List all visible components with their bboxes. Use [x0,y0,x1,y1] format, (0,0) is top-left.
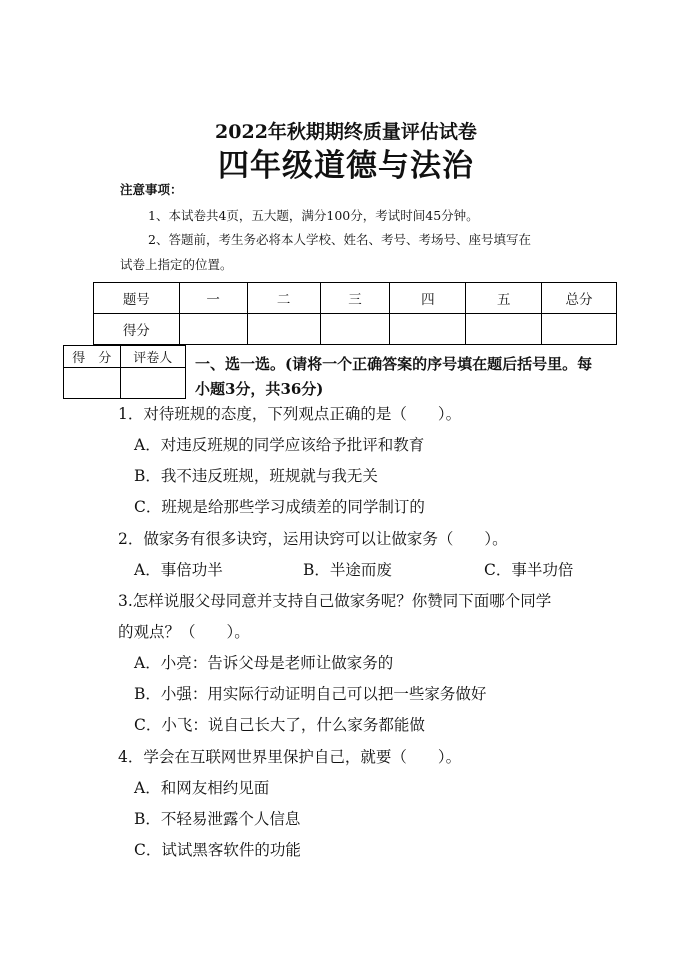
grader-name-cell[interactable] [120,368,185,399]
score-header-cell: 总分 [542,283,617,314]
grader-score-label: 得 分 [64,346,121,368]
score-cell[interactable] [179,314,247,345]
grader-table [63,345,186,399]
question-3-option-a: A．小亮：告诉父母是老师让做家务的 [134,654,394,672]
score-cell[interactable] [542,314,617,345]
question-3: 3.怎样说服父母同意并支持自己做家务呢？你赞同下面哪个同学 [118,592,552,610]
question-4-option-a: A．和网友相约见面 [134,779,270,797]
question-2-option-b: B．半途而废 [303,561,392,579]
grader-value-row [64,368,186,399]
question-2-option-c: C．事半功倍 [484,561,574,579]
note-line-3: 试卷上指定的位置。 [120,257,233,272]
question-4-option-c: C．试试黑客软件的功能 [134,841,301,859]
score-table [93,282,617,345]
score-cell[interactable] [247,314,320,345]
score-header-cell: 二 [247,283,320,314]
question-4: 4．学会在互联网世界里保护自己，就要（ ）。 [118,748,462,766]
question-1-option-a: A．对违反班规的同学应该给予批评和教育 [134,436,425,454]
question-3-option-b: B．小强：用实际行动证明自己可以把一些家务做好 [134,685,487,703]
exam-title: 2022年秋期期终质量评估试卷 [215,121,477,143]
question-2: 2．做家务有很多诀窍，运用诀窍可以让做家务（ ）。 [118,530,508,548]
note-line-2: 2、答题前，考生务必将本人学校、姓名、考号、考场号、座号填写在 [148,232,531,247]
score-header-cell: 三 [320,283,390,314]
subject-title: 四年级道德与法治 [218,148,474,184]
question-1-option-c: C．班规是给那些学习成绩差的同学制订的 [134,498,425,516]
grader-score-cell[interactable] [64,368,121,399]
section1-subtitle: 小题3分，共36分) [195,380,324,398]
score-row-label: 得分 [94,314,180,345]
score-cell[interactable] [390,314,466,345]
score-header-cell: 四 [390,283,466,314]
question-3-continued: 的观点？（ ）。 [118,623,250,641]
question-4-option-b: B．不轻易泄露个人信息 [134,810,301,828]
score-table-score-row [94,314,617,345]
question-3-option-c: C．小飞：说自己长大了，什么家务都能做 [134,716,425,734]
grader-name-label: 评卷人 [120,346,185,368]
grader-header-row [64,346,186,368]
notes-heading: 注意事项： [120,182,183,197]
score-cell[interactable] [320,314,390,345]
question-2-option-a: A．事倍功半 [134,561,223,579]
question-1-option-b: B．我不违反班规，班规就与我无关 [134,467,378,485]
score-header-cell: 题号 [94,283,180,314]
note-line-1: 1、本试卷共4页，五大题，满分100分，考试时间45分钟。 [148,208,479,223]
score-table-header-row [94,283,617,314]
score-header-cell: 五 [466,283,542,314]
question-1: 1．对待班规的态度，下列观点正确的是（ ）。 [118,405,462,423]
section1-title: 一、选一选。(请将一个正确答案的序号填在题后括号里。每 [195,355,593,373]
score-cell[interactable] [466,314,542,345]
score-header-cell: 一 [179,283,247,314]
